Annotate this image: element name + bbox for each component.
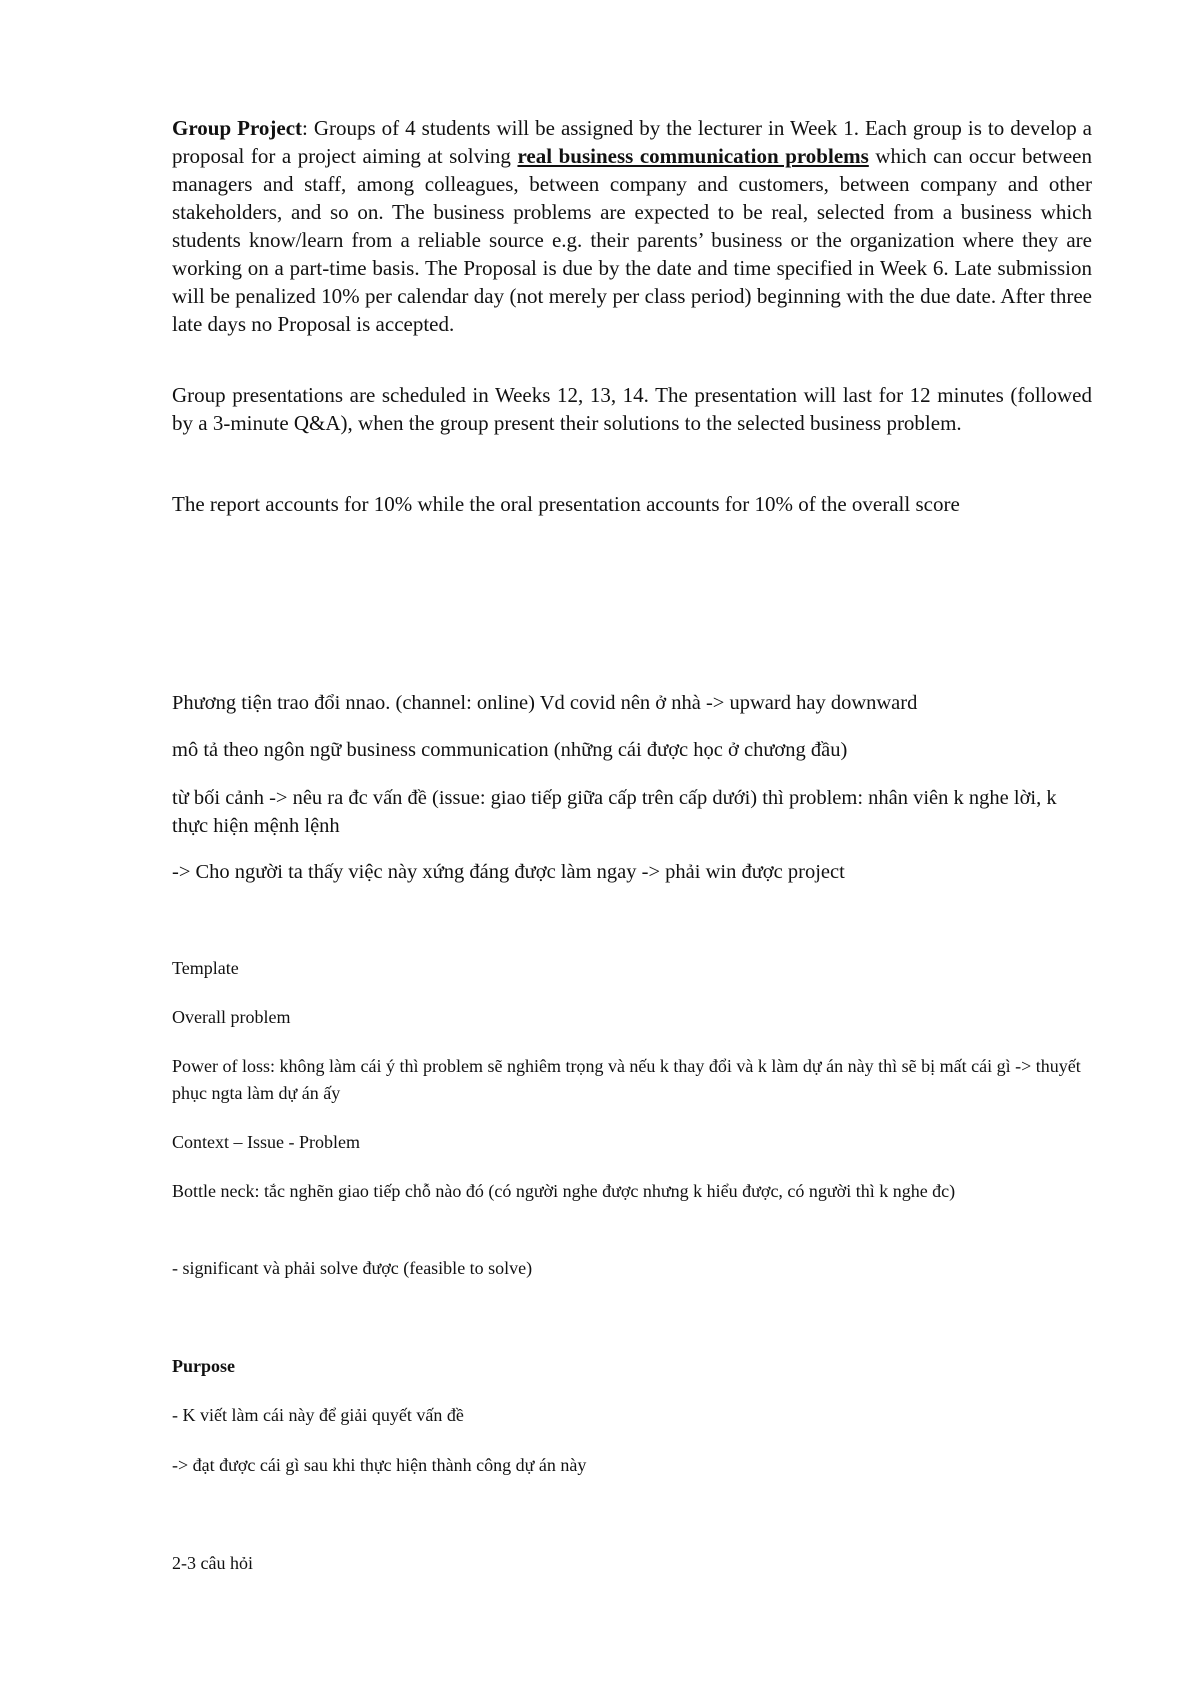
note-channel: Phương tiện trao đổi nnao. (channel: online) Vd covid nên ở nhà -> upward hay downward	[172, 692, 918, 714]
template-overall-problem: Overall problem	[172, 1007, 291, 1027]
emphasis-text: real business communication problems	[517, 144, 869, 168]
template-bottleneck: Bottle neck: tắc nghẽn giao tiếp chỗ nào đó (có người nghe được nhưng k hiểu được, có người thì k nghe đc)	[172, 1181, 956, 1201]
purpose-line-1: - K viết làm cái này để giải quyết vấn đề	[172, 1405, 464, 1425]
template-power-of-loss: Power of loss: không làm cái ý thì problem sẽ nghiêm trọng và nếu k thay đổi và k làm dự án này thì sẽ bị mất cái gì -> thuyết phục ngta làm dự án ấy	[172, 1056, 1081, 1103]
note-description: mô tả theo ngôn ngữ business communication (những cái được học ở chương đầu)	[172, 739, 848, 761]
template-context-issue-problem: Context – Issue - Problem	[172, 1132, 360, 1152]
purpose-heading: Purpose	[172, 1356, 235, 1376]
group-project-label: Group Project	[172, 116, 303, 140]
presentations-paragraph: Group presentations are scheduled in Weeks 12, 13, 14. The presentation will last for 12 minutes (followed by a 3-minute Q&A), when the group present their solutions to the selected business problem.	[172, 383, 1092, 435]
intro-text-before: : Groups of 4 students will be assigned by the lecturer in Week 1. Each group is to develop a proposal for a project aiming at solving	[172, 116, 1093, 168]
questions-line: 2-3 câu hỏi	[172, 1553, 253, 1573]
note-context-issue: từ bối cảnh -> nêu ra đc vấn đề (issue: giao tiếp giữa cấp trên cấp dưới) thì problem: nhân viên k nghe lời, k thực hiện mệnh lệnh	[172, 787, 1057, 837]
note-urgency: -> Cho người ta thấy việc này xứng đáng được làm ngay -> phải win được project	[172, 861, 845, 883]
purpose-line-2: -> đạt được cái gì sau khi thực hiện thành công dự án này	[172, 1455, 587, 1475]
intro-text-after: which can occur between managers and staff, among colleagues, between company and customers, between company and other stakeholders, and so on. The business problems are expected to be real, selected from a business which students know/learn from a reliable source e.g. their parents’ business or the organization where they are working on a part-time basis. The Proposal is due by the date and time specified in Week 6. Late submission will be penalized 10% per calendar day (not merely per class period) beginning with the due date. After three late days no Proposal is accepted.	[172, 144, 1092, 336]
template-significant: - significant và phải solve được (feasible to solve)	[172, 1258, 533, 1278]
group-project-paragraph	[172, 114, 1092, 338]
template-heading: Template	[172, 958, 239, 978]
weighting-paragraph: The report accounts for 10% while the oral presentation accounts for 10% of the overall score	[172, 492, 960, 516]
